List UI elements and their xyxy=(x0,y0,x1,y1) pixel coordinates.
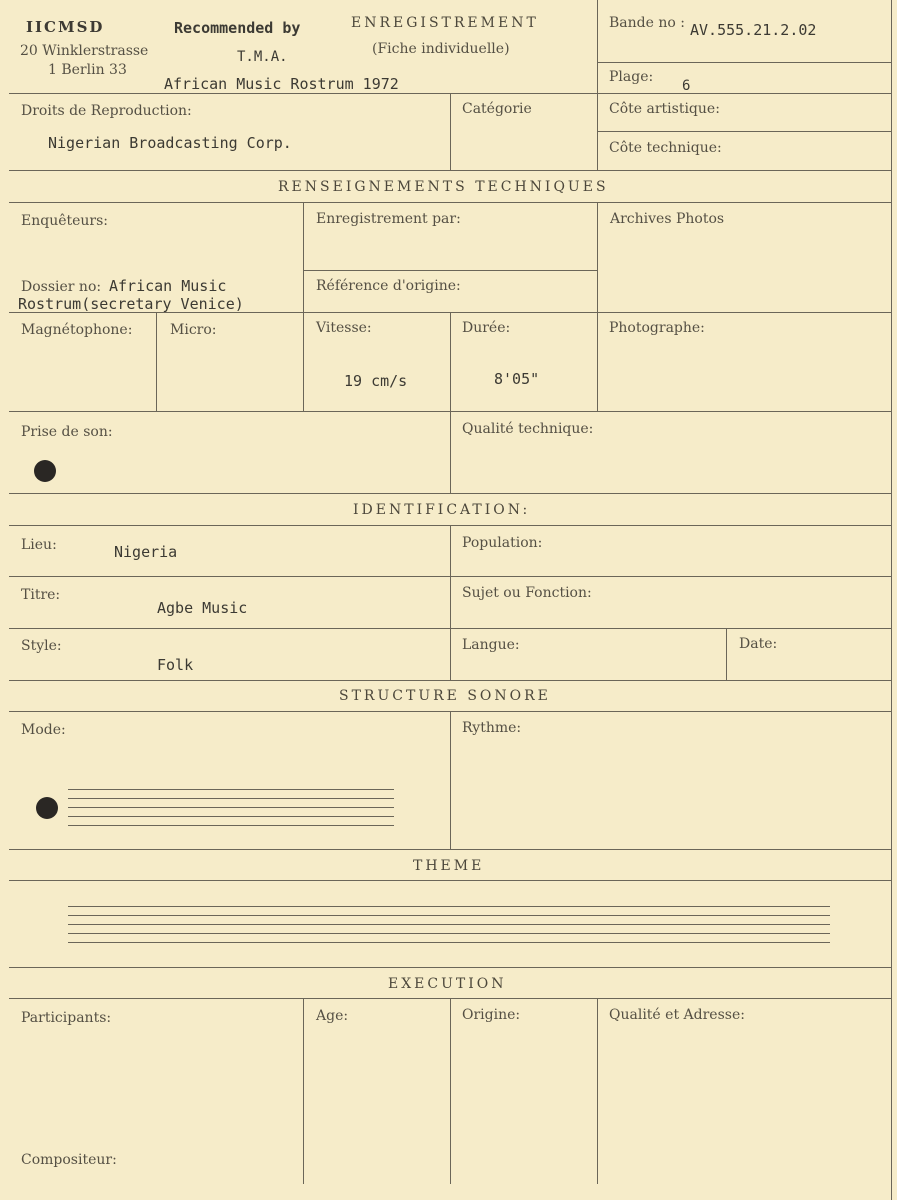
sujet-fonction-label: Sujet ou Fonction: xyxy=(462,585,592,601)
rule-theme-title-bottom xyxy=(9,880,891,881)
theme-section-title: THEME xyxy=(413,858,485,874)
micro-label: Micro: xyxy=(170,322,217,338)
recommended-by: Recommended by xyxy=(174,19,301,37)
enregistrement-par-label: Enregistrement par: xyxy=(316,211,461,227)
rule-titre-bottom xyxy=(9,628,891,629)
mode-label: Mode: xyxy=(21,722,66,738)
tma-label: T.M.A. xyxy=(237,49,288,65)
rule-rythme-left xyxy=(450,711,451,849)
identification-section-title: IDENTIFICATION: xyxy=(353,502,531,518)
theme-staff-line xyxy=(68,915,830,916)
age-label: Age: xyxy=(316,1008,349,1024)
rythme-label: Rythme: xyxy=(462,720,522,736)
langue-label: Langue: xyxy=(462,637,520,653)
cote-artistique-label: Côte artistique: xyxy=(609,101,720,117)
archives-photos-label: Archives Photos xyxy=(610,211,725,227)
compositeur-label: Compositeur: xyxy=(21,1152,117,1168)
photographe-label: Photographe: xyxy=(609,320,705,336)
style-value: Folk xyxy=(157,656,194,674)
theme-staff-line xyxy=(68,924,830,925)
origine-label: Origine: xyxy=(462,1007,521,1023)
form-subtitle: (Fiche individuelle) xyxy=(372,41,510,57)
rule-prise-bottom xyxy=(9,493,891,494)
rule-categorie-left xyxy=(450,93,451,170)
mode-staff-line xyxy=(68,825,394,826)
plage-label: Plage: xyxy=(609,69,654,85)
rule-enr-left xyxy=(303,202,304,412)
frame-right-border xyxy=(891,0,892,1200)
institute-logo: IICMSD xyxy=(26,18,105,36)
punch-hole-lower xyxy=(36,797,58,819)
rule-theme-bottom xyxy=(9,967,891,968)
enqueteurs-label: Enquêteurs: xyxy=(21,213,109,229)
duree-label: Durée: xyxy=(462,320,511,336)
punch-hole-upper xyxy=(34,460,56,482)
style-label: Style: xyxy=(21,638,62,654)
titre-value: Agbe Music xyxy=(157,599,248,617)
rule-cote xyxy=(597,131,891,132)
dossier-label: Dossier no: xyxy=(21,279,102,295)
rule-archives-left xyxy=(597,202,598,412)
rule-structure-bottom xyxy=(9,849,891,850)
rule-duree-left xyxy=(450,312,451,412)
qualite-technique-label: Qualité technique: xyxy=(462,421,594,437)
rule-rights-bottom xyxy=(9,170,891,171)
form-title: ENREGISTREMENT xyxy=(351,15,539,31)
duree-value: 8'05" xyxy=(494,370,540,388)
population-label: Population: xyxy=(462,535,543,551)
lieu-value: Nigeria xyxy=(114,543,178,561)
titre-label: Titre: xyxy=(21,587,61,603)
mode-staff-line xyxy=(68,816,394,817)
plage-value: 6 xyxy=(682,78,691,94)
lieu-label: Lieu: xyxy=(21,537,57,553)
participants-label: Participants: xyxy=(21,1010,112,1026)
rule-style-bottom xyxy=(9,680,891,681)
magnetophone-label: Magnétophone: xyxy=(21,322,133,338)
structure-section-title: STRUCTURE SONORE xyxy=(339,688,551,704)
mode-staff-line xyxy=(68,807,394,808)
prise-de-son-label: Prise de son: xyxy=(21,424,113,440)
rule-enr-ref xyxy=(303,270,597,271)
cote-technique-label: Côte technique: xyxy=(609,140,722,156)
date-label: Date: xyxy=(739,636,778,652)
theme-staff-line xyxy=(68,942,830,943)
categorie-label: Catégorie xyxy=(462,101,532,117)
droits-label: Droits de Reproduction: xyxy=(21,103,192,119)
rule-origine-left xyxy=(450,998,451,1184)
rule-micro-left xyxy=(156,312,157,412)
vitesse-value: 19 cm/s xyxy=(344,372,408,390)
rule-qualite-left xyxy=(450,411,451,493)
mode-staff-line xyxy=(68,789,394,790)
source-line: African Music Rostrum 1972 xyxy=(164,75,399,93)
dossier-value-line-1: African Music xyxy=(109,277,227,295)
dossier-value-line-2: Rostrum(secretary Venice) xyxy=(18,295,244,313)
reference-origine-label: Référence d'origine: xyxy=(316,278,461,294)
theme-staff-line xyxy=(68,906,830,907)
rule-age-left xyxy=(303,998,304,1184)
rule-qualite-adresse-left xyxy=(597,998,598,1184)
theme-staff-line xyxy=(68,933,830,934)
mode-staff-line xyxy=(68,798,394,799)
vitesse-label: Vitesse: xyxy=(316,320,372,336)
rule-top-right xyxy=(597,62,891,63)
rule-tech-title-bottom xyxy=(9,202,891,203)
rule-lieu-bottom xyxy=(9,576,891,577)
droits-value: Nigerian Broadcasting Corp. xyxy=(48,134,292,152)
execution-section-title: EXECUTION xyxy=(388,976,507,992)
address-city: 1 Berlin 33 xyxy=(48,62,127,78)
bande-value: AV.555.21.2.02 xyxy=(690,21,817,39)
rule-ident-center xyxy=(450,525,451,680)
qualite-adresse-label: Qualité et Adresse: xyxy=(609,1007,745,1023)
address-street: 20 Winklerstrasse xyxy=(20,43,149,59)
technical-section-title: RENSEIGNEMENTS TECHNIQUES xyxy=(278,179,609,195)
rule-date-left xyxy=(726,628,727,680)
rule-bande-left xyxy=(597,0,598,170)
bande-label: Bande no : xyxy=(609,15,685,31)
